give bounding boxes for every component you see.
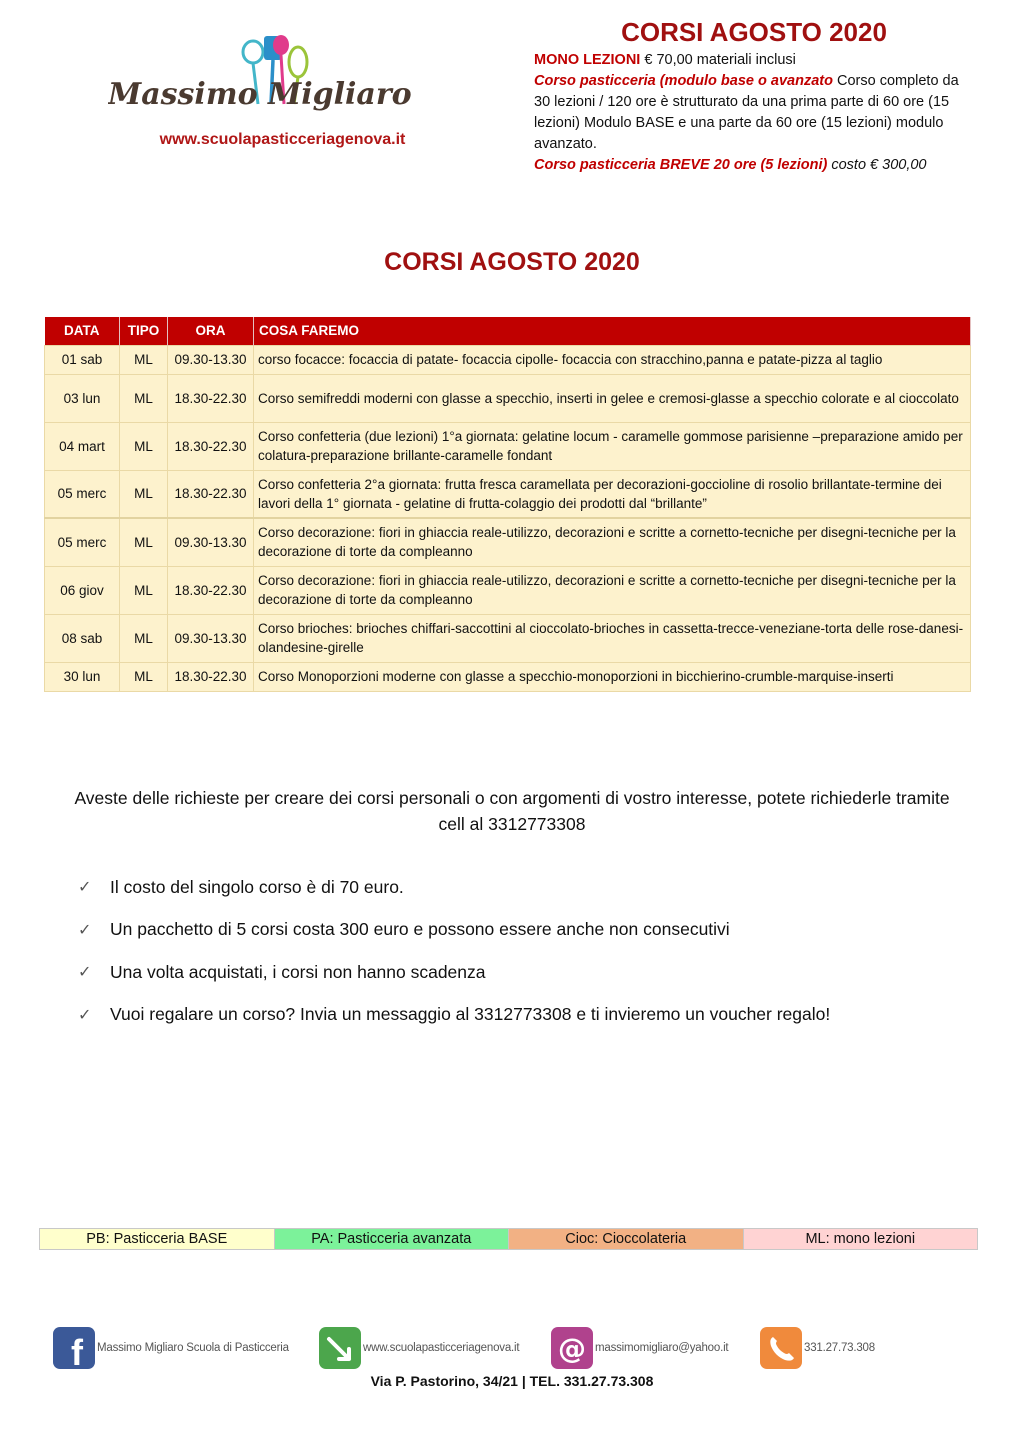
facebook-icon[interactable]: [53, 1327, 95, 1369]
column-header-cosa-faremo: COSA FAREMO: [254, 317, 971, 345]
cell-tipo: ML: [120, 614, 168, 662]
list-item-text: Vuoi regalare un corso? Invia un messaggio al 3312773308 e ti invieremo un voucher regalo!: [110, 1004, 831, 1025]
website-link[interactable]: www.scuolapasticceriagenova.it: [159, 131, 406, 148]
svg-text:@: @: [558, 1332, 586, 1365]
logo-graphic: [108, 32, 443, 120]
check-icon: ✓: [78, 1006, 92, 1024]
check-icon: ✓: [78, 879, 92, 897]
cell-tipo: ML: [120, 374, 168, 422]
table-row: [45, 470, 971, 518]
table-row: [45, 422, 971, 470]
cell-tipo: ML: [120, 470, 168, 518]
list-item-text: Il costo del singolo corso è di 70 euro.: [110, 876, 404, 897]
list-item-text: Un pacchetto di 5 corsi costa 300 euro e possono essere anche non consecutivi: [110, 919, 730, 940]
cell-data: 05 merc: [45, 518, 120, 566]
page-title: CORSI AGOSTO 2020: [384, 248, 640, 276]
table-row: [45, 662, 971, 691]
cell-ora: 09.30-13.30: [168, 345, 254, 374]
cell-ora: 18.30-22.30: [168, 662, 254, 691]
table-row: [45, 518, 971, 566]
address-line: Via P. Pastorino, 34/21 | TEL. 331.27.73.308: [370, 1373, 654, 1389]
cell-ora: 09.30-13.30: [168, 614, 254, 662]
header-info-block: [534, 14, 974, 176]
email-icon[interactable]: [551, 1327, 593, 1369]
cell-tipo: ML: [120, 422, 168, 470]
legend-item-ml: ML: mono lezioni: [744, 1229, 978, 1249]
header-title: CORSI AGOSTO 2020: [621, 17, 887, 47]
list-item-text: Una volta acquistati, i corsi non hanno scadenza: [110, 961, 486, 982]
legend-item-pb: PB: Pasticceria BASE: [40, 1229, 275, 1249]
cell-ora: 18.30-22.30: [168, 566, 254, 614]
cell-data: 06 giov: [45, 566, 120, 614]
list-item: [78, 951, 978, 994]
course-label: Corso pasticceria (modulo base o avanzato: [534, 73, 833, 89]
phone-contact[interactable]: [760, 1327, 875, 1369]
email-label[interactable]: massimomigliaro@yahoo.it: [595, 1342, 729, 1354]
cell-tipo: ML: [120, 566, 168, 614]
check-icon: ✓: [78, 921, 92, 939]
table-row: [45, 374, 971, 422]
logo: [108, 32, 443, 120]
cell-tipo: ML: [120, 518, 168, 566]
web-contact[interactable]: [319, 1327, 519, 1369]
cell-description: Corso decorazione: fiori in ghiaccia reale-utilizzo, decorazioni e scritte a cornetto-tecniche per disegni-tecniche per la decorazione di torte da compleanno: [254, 518, 971, 566]
legend: [39, 1228, 978, 1250]
cell-tipo: ML: [120, 345, 168, 374]
legend-item-cioc: Cioc: Cioccolateria: [509, 1229, 744, 1249]
short-course-label: Corso pasticceria BREVE 20 ore (5 lezioni): [534, 157, 828, 173]
cell-data: 01 sab: [45, 345, 120, 374]
column-header-tipo: TIPO: [120, 317, 168, 345]
table-header-row: [45, 317, 971, 345]
table-row: [45, 566, 971, 614]
cell-description: Corso decorazione: fiori in ghiaccia reale-utilizzo, decorazioni e scritte a cornetto-tecniche per disegni-tecniche per la decorazione di torte da compleanno: [254, 566, 971, 614]
cell-ora: 18.30-22.30: [168, 470, 254, 518]
cell-ora: 18.30-22.30: [168, 422, 254, 470]
cell-data: 05 merc: [45, 470, 120, 518]
list-item: [78, 994, 978, 1037]
cell-description: Corso semifreddi moderni con glasse a specchio, inserti in gelee e cremosi-glasse a specchio colorate e al cioccolato: [254, 374, 971, 422]
web-label[interactable]: www.scuolapasticceriagenova.it: [363, 1342, 520, 1354]
cell-description: Corso brioches: brioches chiffari-saccottini al cioccolato-brioches in cassetta-trecce-veneziane-torta delle rose-danesi-olandesine-girelle: [254, 614, 971, 662]
phone-label[interactable]: 331.27.73.308: [804, 1342, 875, 1354]
web-icon[interactable]: [319, 1327, 361, 1369]
column-header-data: DATA: [45, 317, 120, 345]
mono-price: € 70,00 materiali inclusi: [640, 52, 796, 68]
table-row: [45, 345, 971, 374]
custom-course-request-text: Aveste delle richieste per creare dei corsi personali o con argomenti di vostro interesse, potete richiederle tramite cell al 3312773308: [74, 788, 950, 834]
cell-data: 03 lun: [45, 374, 120, 422]
check-icon: ✓: [78, 964, 92, 982]
cell-data: 30 lun: [45, 662, 120, 691]
cell-tipo: ML: [120, 662, 168, 691]
header-pricing-text: [534, 50, 974, 176]
course-table: [44, 317, 971, 692]
cell-ora: 18.30-22.30: [168, 374, 254, 422]
email-contact[interactable]: [551, 1327, 728, 1369]
column-header-ora: ORA: [168, 317, 254, 345]
short-course-price: costo € 300,00: [827, 157, 927, 173]
cell-data: 08 sab: [45, 614, 120, 662]
cell-ora: 09.30-13.30: [168, 518, 254, 566]
legend-item-pa: PA: Pasticceria avanzata: [275, 1229, 510, 1249]
info-list: [78, 866, 978, 1036]
svg-text:f: f: [71, 1332, 83, 1369]
course-text: Corso completo da 30 lezioni / 120 ore è strutturato da una prima parte di 60 ore (15 lezioni) Modulo BASE e una parte da 60 ore (15 lezioni) modulo avanzato.: [534, 73, 959, 152]
table-row: [45, 614, 971, 662]
list-item: [78, 909, 978, 952]
cell-description: Corso confetteria (due lezioni) 1°a giornata: gelatine locum - caramelle gommose parisienne –preparazione amido per colatura-preparazione brillante-caramelle fondant: [254, 422, 971, 470]
logo-text: Massimo Migliaro: [108, 77, 412, 112]
list-item: [78, 866, 978, 909]
phone-icon[interactable]: [760, 1327, 802, 1369]
mono-label: MONO LEZIONI: [534, 52, 641, 68]
cell-data: 04 mart: [45, 422, 120, 470]
facebook-label[interactable]: Massimo Migliaro Scuola di Pasticceria: [97, 1342, 289, 1354]
cell-description: Corso Monoporzioni moderne con glasse a specchio-monoporzioni in bicchierino-crumble-marquise-inserti: [254, 662, 971, 691]
facebook-contact[interactable]: [53, 1327, 289, 1369]
cell-description: corso focacce: focaccia di patate- focaccia cipolle- focaccia con stracchino,panna e patate-pizza al taglio: [254, 345, 971, 374]
cell-description: Corso confetteria 2°a giornata: frutta fresca caramellata per decorazioni-goccioline di rosolio brillantate-termine dei lavori della 1° giornata - gelatine di frutta-colaggio dei prodotti dal “brillante”: [254, 470, 971, 518]
